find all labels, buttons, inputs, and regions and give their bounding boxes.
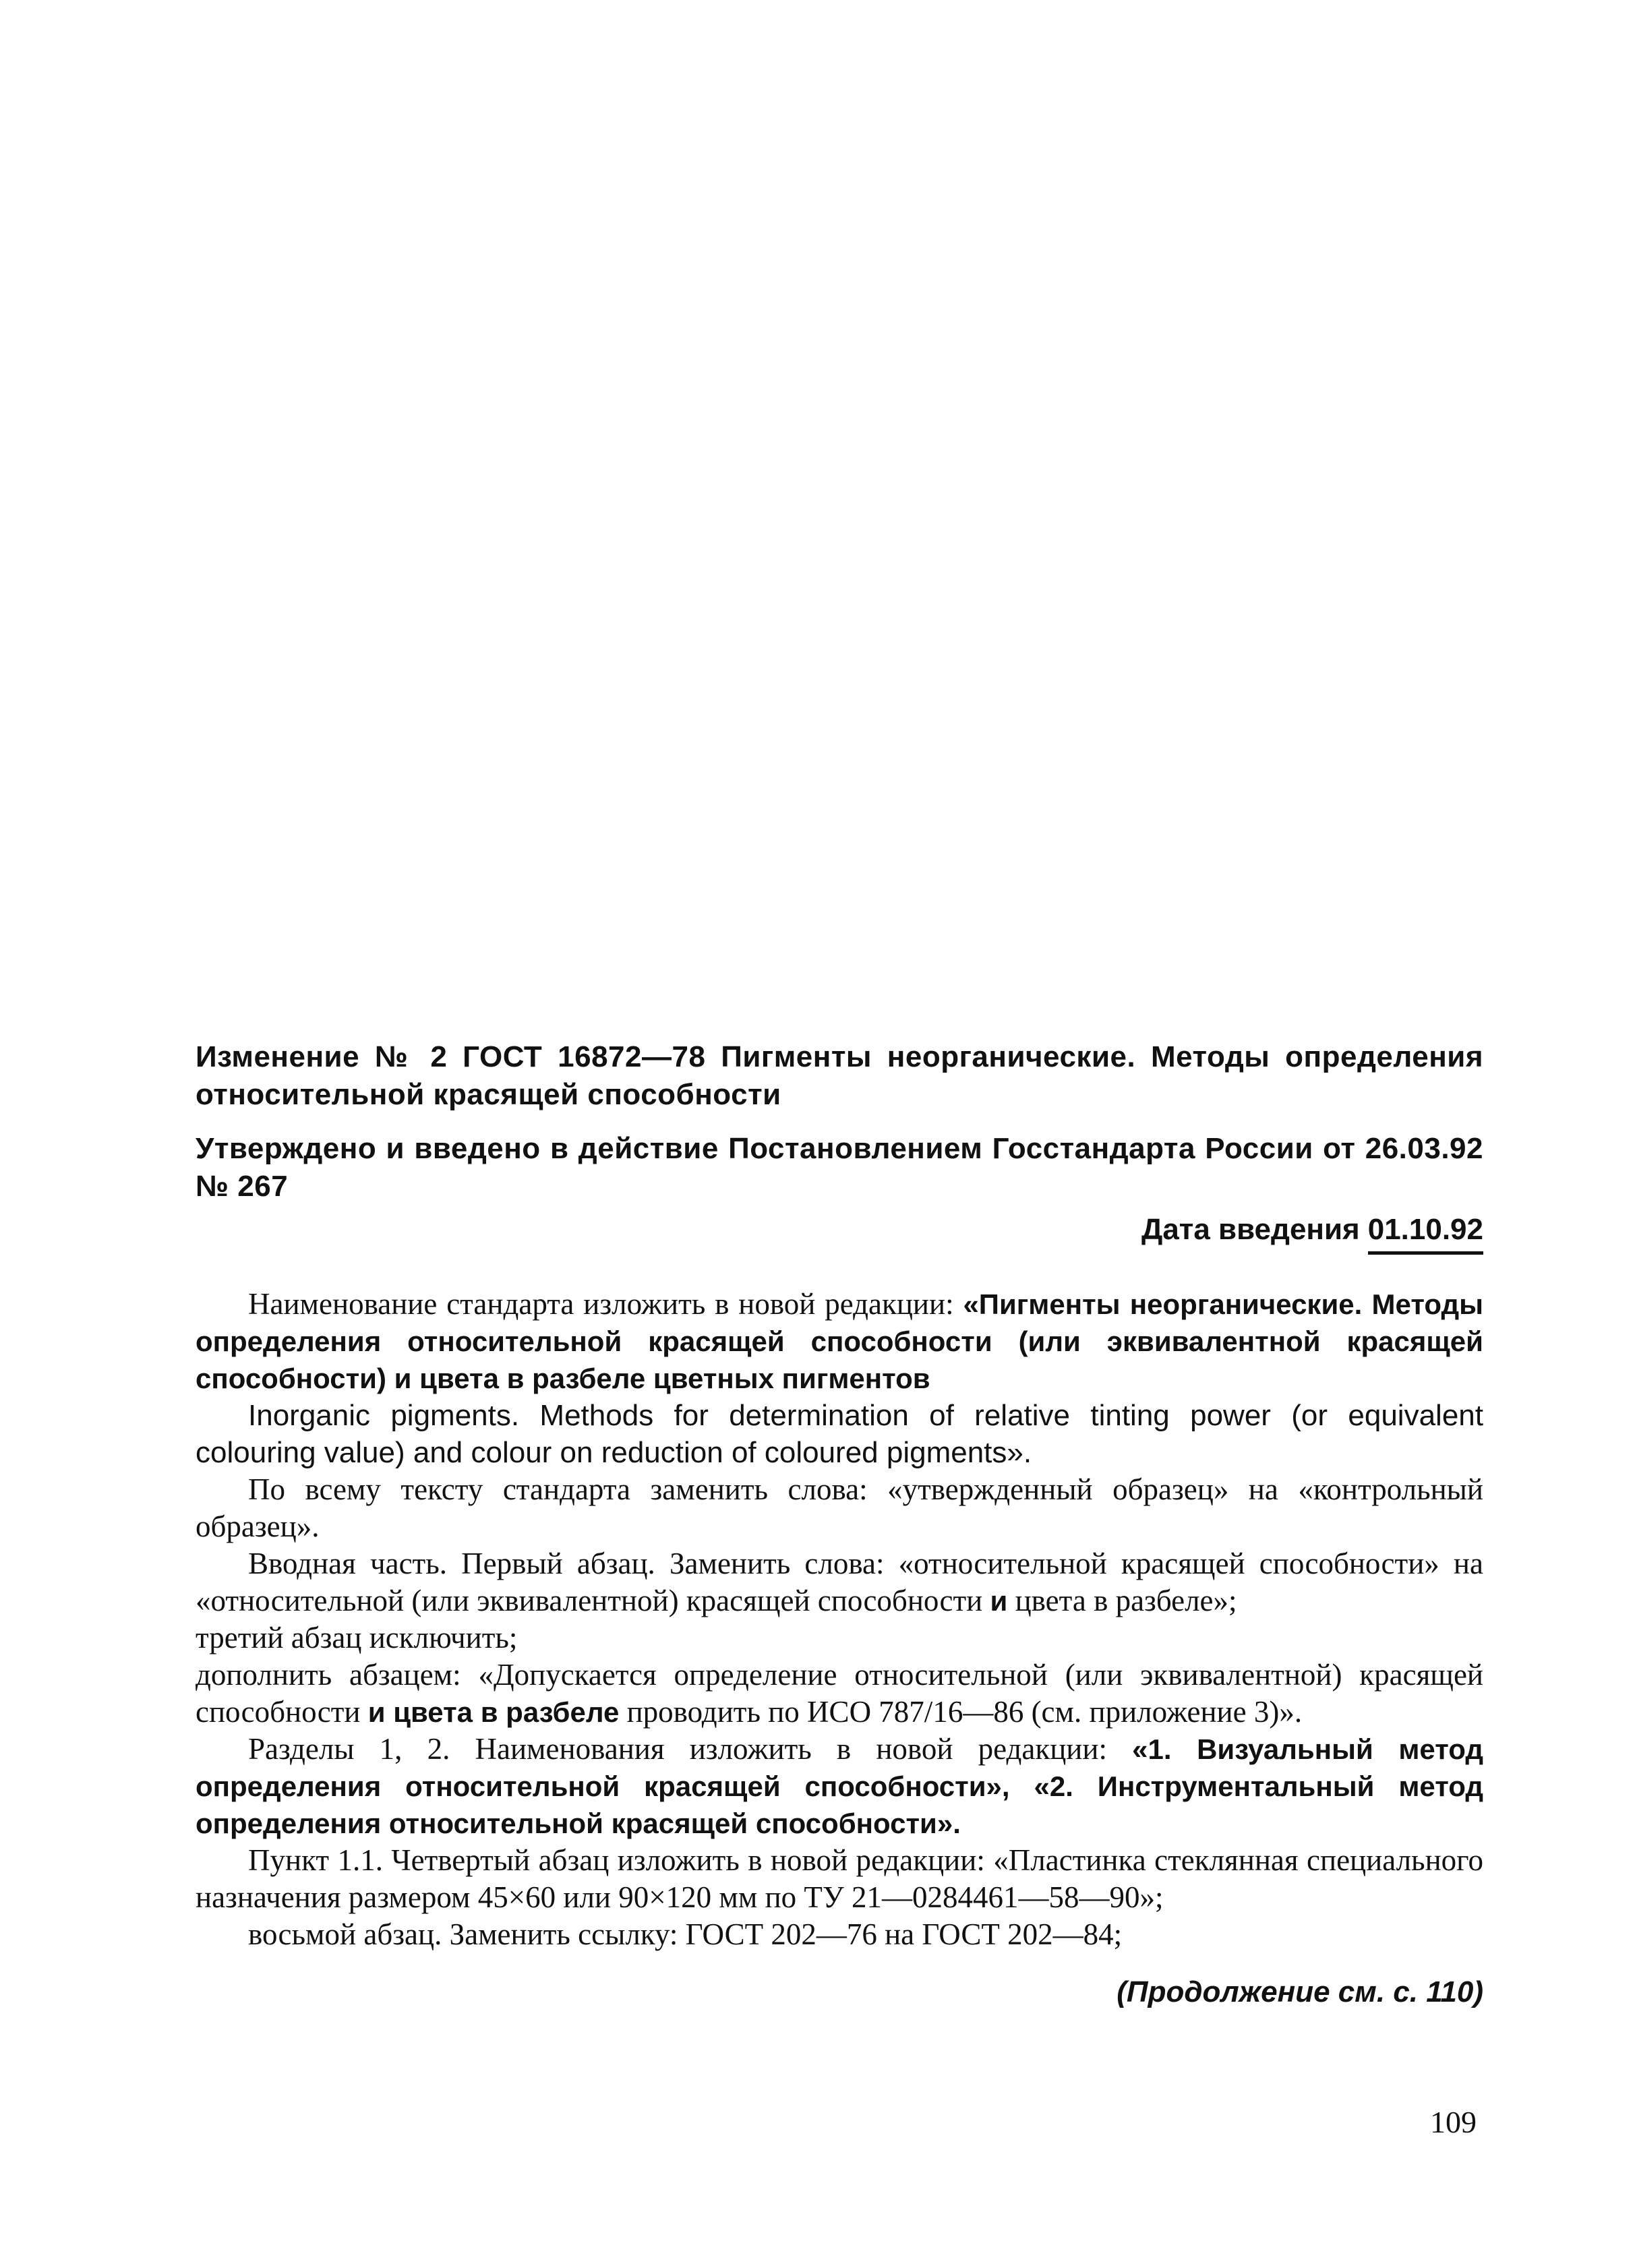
effective-date-label: Дата введения <box>1141 1213 1360 1246</box>
paragraph-introduction-tail: цвета в разбеле»; <box>1007 1584 1237 1617</box>
paragraph-third-abzac-text: третий абзац исключить; <box>196 1621 518 1654</box>
document-title: Изменение № 2 ГОСТ 16872—78 Пигменты неорганические. Методы определения относительной красящей способности <box>196 1040 1483 1111</box>
effective-date-line <box>196 1211 1483 1255</box>
document-page <box>196 1038 1483 2041</box>
paragraph-introduction-text: Вводная часть. Первый абзац. Заменить слова: «относительной красящей способности» на «относительной (или эквивалентной) красящей способности <box>196 1547 1483 1617</box>
paragraph-sections-bold: «1. Визуальный метод определения относительной красящей способности», «2. Инструментальный метод определения относительной красящей способности». <box>196 1733 1483 1839</box>
paragraph-english-name: Inorganic pigments. Methods for determination of relative tinting power (or equivalent colouring value) and colour on reduction of coloured pigments». <box>196 1399 1483 1469</box>
paragraph-sections-text: Разделы 1, 2. Наименования изложить в новой редакции: <box>248 1732 1133 1766</box>
page-number: 109 <box>1430 2105 1477 2139</box>
paragraph-standard-name-bold: «Пигменты неорганические. Методы определения относительной красящей способности (или эквивалентной красящей способности) и цвета в разбеле цветных пигментов <box>196 1288 1483 1394</box>
paragraph-add-abzac-tail: проводить по ИСО 787/16—86 (см. приложение 3)». <box>619 1695 1303 1729</box>
approval-statement: Утверждено и введено в действие Постановлением Госстандарта России от 26.03.92 № 267 <box>196 1132 1483 1203</box>
paragraph-replace-words: По всему тексту стандарта заменить слова: «утвержденный образец» на «контрольный образец». <box>196 1472 1483 1543</box>
effective-date-value: 01.10.92 <box>1368 1211 1483 1255</box>
paragraph-sections <box>196 1731 1483 1842</box>
continuation-note: (Продолжение см. с. 110) <box>1117 1975 1483 2008</box>
paragraph-add-abzac <box>196 1657 1483 1731</box>
paragraph-introduction <box>196 1545 1483 1619</box>
document-body <box>196 1286 1483 1953</box>
paragraph-standard-name <box>196 1286 1483 1397</box>
paragraph-add-abzac-bold: и цвета в разбеле <box>367 1696 620 1728</box>
paragraph-third-abzac <box>196 1619 1483 1657</box>
paragraph-introduction-bold: и <box>990 1585 1008 1617</box>
paragraph-add-abzac-text: дополнить абзацем: «Допускается определение относительной (или эквивалентной) красящей способности <box>196 1658 1483 1729</box>
paragraph-eighth-abzac: восьмой абзац. Заменить ссылку: ГОСТ 202—76 на ГОСТ 202—84; <box>248 1917 1123 1951</box>
paragraph-standard-name-text: Наименование стандарта изложить в новой редакции: <box>248 1287 963 1321</box>
paragraph-point-1-1: Пункт 1.1. Четвертый абзац изложить в новой редакции: «Пластинка стеклянная специального назначения размером 45×60 или 90×120 мм по ТУ 21—0284461—58—90»; <box>196 1843 1483 1914</box>
